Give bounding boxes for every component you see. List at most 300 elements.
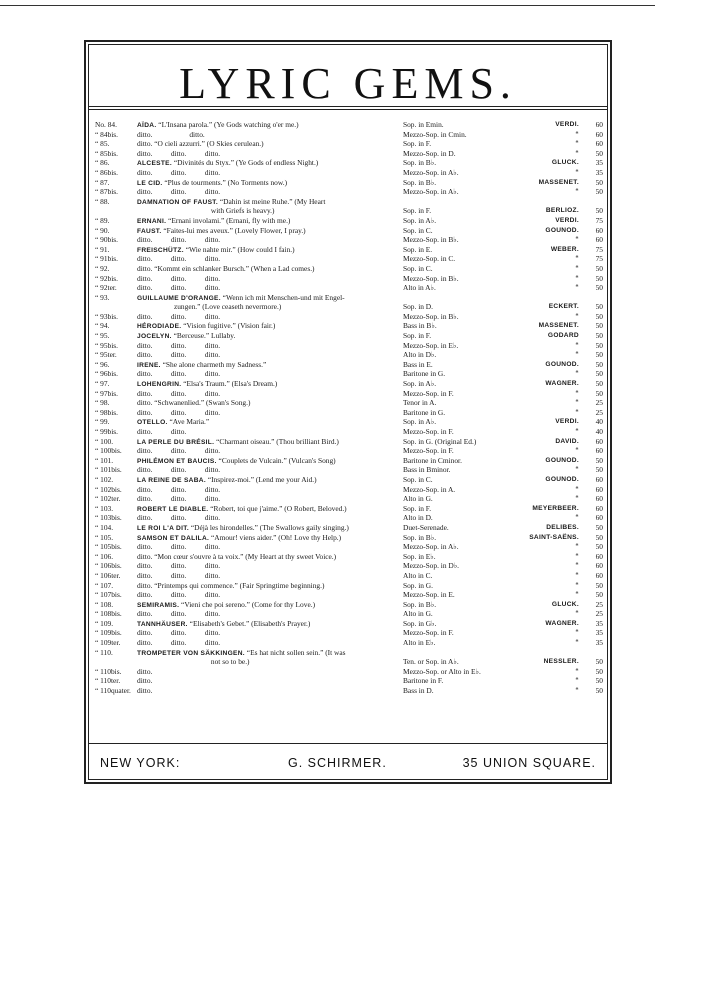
entry-composer: “: [575, 562, 579, 570]
entry-price: 50: [595, 532, 603, 542]
entry-voice: Baritone in G.: [403, 407, 446, 417]
list-item: [95, 446, 603, 456]
list-item: [95, 369, 603, 379]
entry-voice: Sop. in D.: [403, 302, 433, 312]
entry-number: “ 109ter.: [95, 638, 121, 648]
entry-voice: Mezzo-Sop. in F.: [403, 388, 454, 398]
list-item: [95, 417, 603, 427]
aria-title: “Faites-lui mes aveux.” (Lovely Flower, I pray.): [161, 225, 306, 235]
entry-price: 50: [595, 321, 603, 331]
entry-composer: SAINT-SAËNS.: [529, 533, 579, 541]
aria-title: “Divinités du Styx.” (Ye Gods of endless Night.): [172, 158, 319, 168]
aria-title: with Griefs is heavy.): [137, 206, 275, 216]
entry-price: 60: [595, 513, 603, 523]
entry-number: “ 106ter.: [95, 570, 121, 580]
entry-composer: VERDI.: [555, 121, 579, 128]
aria-title: ditto. “Mon cœur s'ouvre à ta voix.” (My Heart at thy sweet Voice.): [137, 551, 337, 561]
opera-title: HÉRODIADE.: [137, 323, 182, 331]
entry-voice: Sop. in B♭.: [403, 599, 437, 609]
entry-voice: Sop. in F.: [403, 206, 432, 216]
entry-number: “ 91.: [95, 244, 110, 254]
list-item: [95, 475, 603, 485]
opera-title: DAMNATION OF FAUST.: [137, 198, 219, 206]
aria-title: “Wie nahte mir.” (How could I fain.): [183, 244, 295, 254]
aria-title: ditto. ditto. ditto.: [137, 235, 221, 245]
entry-composer: MASSENET.: [538, 178, 579, 186]
entry-voice: Sop. in A♭.: [403, 379, 437, 389]
entry-price: 50: [595, 359, 603, 369]
opera-title: JOCELYN.: [137, 333, 172, 341]
entry-price: 60: [595, 225, 603, 235]
aria-title: “Vieni che poi sereno.” (Come for thy Love.): [179, 599, 316, 609]
list-item: [95, 398, 603, 408]
entry-voice: Mezzo-Sop. in A♭.: [403, 187, 459, 197]
entry-number: “ 93bis.: [95, 311, 118, 321]
entry-composer: “: [575, 495, 579, 503]
aria-title: “Dahin ist meine Ruhe.” (My Heart: [218, 196, 326, 206]
entry-price: 50: [595, 273, 603, 283]
list-item: [95, 542, 603, 552]
catalogue-frame: [84, 40, 612, 784]
entry-price: 50: [595, 283, 603, 293]
aria-title: “Couplets de Vulcain.” (Vulcan's Song): [216, 455, 336, 465]
list-item: [95, 226, 603, 236]
entry-composer: “: [575, 130, 579, 138]
footer-rule: [88, 743, 608, 744]
aria-title: “Inspirez-moi.” (Lend me your Aid.): [205, 474, 317, 484]
entry-number: “ 110ter.: [95, 676, 121, 686]
entry-composer: “: [575, 236, 579, 244]
entry-voice: Alto in E♭.: [403, 638, 436, 648]
entry-composer: MASSENET.: [538, 322, 579, 330]
aria-title: ditto. ditto. ditto.: [137, 254, 221, 264]
footer-city: NEW YORK:: [100, 756, 181, 770]
entry-composer: “: [575, 447, 579, 455]
entry-number: “ 93.: [95, 292, 110, 302]
list-item: [95, 427, 603, 437]
entry-composer: WEBER.: [550, 245, 579, 253]
opera-title: FAUST.: [137, 227, 162, 235]
opera-title: SAMSON ET DALILA.: [137, 534, 210, 542]
list-item: [95, 293, 603, 303]
opera-title: TANNHÄUSER.: [137, 620, 188, 628]
list-item: [95, 676, 603, 686]
entry-composer: VERDI.: [555, 216, 579, 224]
entry-price: 35: [595, 638, 603, 648]
aria-title: “Wenn ich mit Menschen-und mit Engel-: [220, 292, 345, 302]
list-item: [95, 130, 603, 140]
entry-composer: “: [575, 610, 579, 618]
entry-number: “ 92ter.: [95, 283, 117, 293]
entry-number: “ 109bis.: [95, 628, 122, 638]
entry-composer: “: [575, 466, 579, 474]
entry-number: “ 109.: [95, 618, 114, 628]
entry-composer: “: [575, 485, 579, 493]
entry-voice: Mezzo-Sop. in A.: [403, 484, 456, 494]
aria-title: ditto. ditto.: [137, 427, 187, 436]
opera-title: ALCESTE.: [137, 160, 173, 168]
list-item: [95, 120, 603, 130]
aria-title: ditto. ditto. ditto.: [137, 561, 221, 571]
entry-composer: VERDI.: [555, 418, 579, 426]
entry-voice: Mezzo-Sop. in A♭.: [403, 542, 459, 552]
entry-price: 50: [595, 455, 603, 465]
entry-voice: Bass in E.: [403, 359, 433, 369]
opera-title: AÏDA.: [137, 122, 157, 129]
opera-title: IRENE.: [137, 361, 161, 369]
entry-composer: “: [575, 168, 579, 176]
entry-price: 50: [595, 388, 603, 398]
list-item: [95, 312, 603, 322]
entry-composer: “: [575, 312, 579, 320]
entry-price: 50: [595, 350, 603, 360]
entry-number: “ 98bis.: [95, 407, 118, 417]
list-item: [95, 657, 603, 667]
aria-title: “Charmant oiseau.” (Thou brilliant Bird.): [214, 436, 339, 446]
list-item: [95, 283, 603, 293]
list-item: [95, 216, 603, 226]
entry-voice: Sop. in A♭.: [403, 215, 437, 225]
entry-number: “ 101bis.: [95, 465, 122, 475]
entry-number: “ 106.: [95, 551, 114, 561]
entry-voice: Sop. in B♭.: [403, 177, 437, 187]
aria-title: ditto. ditto. ditto.: [137, 590, 221, 600]
title-rule-lower: [88, 109, 608, 110]
entry-price: 60: [595, 436, 603, 446]
opera-title: PHILÉMON ET BAUCIS.: [137, 457, 217, 465]
entry-price: 25: [595, 407, 603, 417]
entry-voice: Sop. in G.: [403, 580, 433, 590]
entry-voice: Mezzo-Sop. in D.: [403, 148, 456, 158]
entry-price: 50: [595, 311, 603, 321]
entry-price: 60: [595, 474, 603, 484]
opera-title: LE CID.: [137, 179, 163, 187]
entry-composer: ECKERT.: [548, 303, 579, 311]
list-item: [95, 667, 603, 677]
entry-composer: “: [575, 351, 579, 359]
entry-price: 75: [595, 244, 603, 254]
entry-voice: Mezzo-Sop. in E.: [403, 590, 455, 600]
opera-title: LA REINE DE SABA.: [137, 476, 206, 484]
aria-title: ditto. ditto. ditto.: [137, 513, 221, 523]
entry-voice: Sop. in F.: [403, 139, 432, 149]
list-item: [95, 494, 603, 504]
entry-composer: DELIBES.: [546, 523, 579, 531]
entry-voice: Sop. in Emin.: [403, 120, 444, 129]
entry-voice: Sop. in B♭.: [403, 158, 437, 168]
entry-number: “ 85.: [95, 139, 110, 149]
entry-number: “ 91bis.: [95, 254, 118, 264]
entry-composer: GOUNOD.: [545, 456, 579, 464]
aria-title: ditto. ditto. ditto.: [137, 446, 221, 456]
entry-price: 25: [595, 398, 603, 408]
aria-title: “Es hat nicht sollen sein.” (It was: [244, 647, 346, 657]
opera-title: ERNANI.: [137, 217, 167, 225]
list-item: [95, 264, 603, 274]
entry-voice: Alto in C.: [403, 570, 433, 580]
aria-title: ditto. ditto. ditto.: [137, 609, 221, 619]
aria-title: ditto. ditto. ditto.: [137, 273, 221, 283]
list-item: [95, 456, 603, 466]
list-item: [95, 504, 603, 514]
aria-title: ditto. ditto. ditto.: [137, 283, 221, 293]
list-item: [95, 628, 603, 638]
entry-price: 50: [595, 580, 603, 590]
entry-number: “ 86.: [95, 158, 110, 168]
entry-price: 75: [595, 254, 603, 264]
entry-price: 75: [595, 215, 603, 225]
title-rule-upper: [88, 106, 608, 107]
entry-number: “ 86bis.: [95, 167, 118, 177]
entry-composer: “: [575, 581, 579, 589]
opera-title: LOHENGRIN.: [137, 381, 182, 389]
entry-number: “ 106bis.: [95, 561, 122, 571]
list-item: [95, 187, 603, 197]
entry-price: 35: [595, 158, 603, 168]
list-item: [95, 274, 603, 284]
entry-number: “ 95bis.: [95, 340, 118, 350]
entry-price: 60: [595, 139, 603, 149]
entry-composer: “: [575, 514, 579, 522]
aria-title: “Ernani involami.” (Ernani, fly with me.): [166, 215, 291, 225]
entry-voice: Sop. in C.: [403, 225, 433, 235]
entry-number: “ 108.: [95, 599, 114, 609]
list-item: [95, 321, 603, 331]
entry-composer: “: [575, 389, 579, 397]
entry-composer: “: [575, 140, 579, 148]
list-item: [95, 648, 603, 658]
aria-title: ditto. ditto. ditto.: [137, 494, 221, 504]
aria-title: “Vision fugitive.” (Vision fair.): [181, 321, 276, 331]
list-item: [95, 590, 603, 600]
entry-price: 50: [595, 263, 603, 273]
entry-composer: “: [575, 274, 579, 282]
opera-title: LA PERLE DU BRÉSIL.: [137, 438, 215, 446]
entry-number: “ 104.: [95, 522, 114, 532]
entry-composer: “: [575, 543, 579, 551]
entry-price: 60: [595, 561, 603, 571]
opera-title: OTELLO.: [137, 419, 168, 427]
entry-composer: GOUNOD.: [545, 360, 579, 368]
entry-price: 50: [595, 465, 603, 475]
entry-price: 50: [595, 379, 603, 389]
entry-price: 40: [595, 427, 603, 436]
opera-title: FREISCHÜTZ.: [137, 246, 184, 254]
entry-price: 25: [595, 609, 603, 619]
aria-title: not so to be.): [137, 657, 250, 667]
entry-number: “ 88.: [95, 196, 110, 206]
aria-title: ditto. ditto. ditto.: [137, 628, 221, 638]
top-rule: [0, 5, 655, 6]
aria-title: “Déjà les hirondelles.” (The Swallows gaily singing.): [188, 522, 349, 532]
aria-title: ditto. ditto. ditto.: [137, 484, 221, 494]
entry-composer: “: [575, 677, 579, 685]
entry-number: “ 97bis.: [95, 388, 118, 398]
list-item: [95, 360, 603, 370]
entry-composer: “: [575, 667, 579, 675]
entry-number: “ 102bis.: [95, 484, 122, 494]
list-item: [95, 235, 603, 245]
entry-voice: Tenor in A.: [403, 398, 437, 408]
aria-title: ditto. ditto. ditto.: [137, 340, 221, 350]
entry-composer: GOUNOD.: [545, 226, 579, 234]
entry-number: “ 110quater.: [95, 686, 131, 696]
entry-price: 50: [595, 177, 603, 187]
entry-composer: BERLIOZ.: [545, 207, 579, 215]
entry-voice: Alto in D.: [403, 513, 433, 523]
entry-voice: Sop. in G♭.: [403, 618, 437, 628]
entry-price: 60: [595, 120, 603, 129]
entry-composer: “: [575, 687, 579, 695]
aria-title: ditto. “Printemps qui commence.” (Fair Springtime beginning.): [137, 580, 325, 590]
aria-title: ditto. ditto. ditto.: [137, 187, 221, 197]
entry-number: “ 102ter.: [95, 494, 121, 504]
aria-title: ditto. ditto. ditto.: [137, 542, 221, 552]
entry-voice: Mezzo-Sop. in F.: [403, 628, 454, 638]
aria-title: “Berceuse.” Lullaby.: [171, 331, 236, 341]
entry-price: 50: [595, 522, 603, 532]
aria-title: ditto. ditto. ditto.: [137, 369, 221, 379]
entry-voice: Baritone in G.: [403, 369, 446, 379]
entry-voice: Bass in B♭.: [403, 321, 437, 331]
entry-composer: “: [575, 149, 579, 157]
entry-composer: “: [575, 552, 579, 560]
entry-number: “ 94.: [95, 321, 110, 331]
entry-price: 40: [595, 417, 603, 427]
entry-number: “ 108bis.: [95, 609, 122, 619]
entry-composer: NESSLER.: [543, 658, 579, 666]
aria-title: ditto.: [137, 676, 153, 686]
list-item: [95, 139, 603, 149]
entry-price: 60: [595, 129, 603, 139]
entry-number: “ 84bis.: [95, 129, 118, 139]
entry-composer: DAVID.: [555, 437, 579, 445]
entry-number: “ 87bis.: [95, 187, 118, 197]
entry-number: “ 105.: [95, 532, 114, 542]
aria-title: “L'Insana parola.” (Ye Gods watching o'er me.): [156, 120, 299, 129]
entry-voice: Ten. or Sop. in A♭.: [403, 657, 459, 667]
entry-voice: Mezzo-Sop. in F.: [403, 446, 454, 456]
list-item: [95, 523, 603, 533]
list-item: [95, 302, 603, 312]
catalogue-list: [95, 120, 603, 696]
entry-voice: Mezzo-Sop. in E♭.: [403, 340, 459, 350]
list-item: [95, 197, 603, 207]
entry-voice: Alto in A♭.: [403, 283, 436, 293]
entry-price: 50: [595, 206, 603, 216]
entry-composer: GODARD: [547, 332, 579, 340]
aria-title: ditto. ditto. ditto.: [137, 148, 221, 158]
list-item: [95, 513, 603, 523]
aria-title: ditto. ditto. ditto.: [137, 350, 221, 360]
list-item: [95, 408, 603, 418]
entry-number: “ 103bis.: [95, 513, 122, 523]
aria-title: ditto.: [137, 666, 153, 676]
aria-title: “Elisabeth's Gebet.” (Elisabeth's Prayer.): [187, 618, 311, 628]
opera-title: LE ROI L'A DIT.: [137, 524, 189, 532]
aria-title: “Plus de tourments.” (No Torments now.): [162, 177, 288, 187]
entry-number: “ 95ter.: [95, 350, 117, 360]
entry-voice: Sop. in B♭.: [403, 532, 437, 542]
entry-voice: Sop. in E.: [403, 244, 433, 254]
aria-title: “She alone charmeth my Sadness.”: [160, 359, 267, 369]
list-item: [95, 609, 603, 619]
entry-number: “ 101.: [95, 455, 114, 465]
entry-composer: WAGNER.: [545, 619, 579, 627]
list-item: [95, 178, 603, 188]
aria-title: ditto. “Kommt ein schlanker Bursch.” (When a Lad comes.): [137, 263, 315, 273]
list-item: [95, 686, 603, 696]
entry-voice: Duet-Serenade.: [403, 522, 449, 532]
entry-number: “ 110bis.: [95, 666, 122, 676]
entry-price: 60: [595, 503, 603, 513]
entry-price: 60: [595, 446, 603, 456]
entry-price: 60: [595, 570, 603, 580]
entry-price: 60: [595, 235, 603, 245]
list-item: [95, 561, 603, 571]
entry-voice: Sop. in A♭.: [403, 417, 437, 427]
entry-composer: “: [575, 188, 579, 196]
entry-voice: Alto in D♭.: [403, 350, 437, 360]
entry-price: 50: [595, 331, 603, 341]
entry-voice: Mezzo-Sop. or Alto in E♭.: [403, 666, 481, 676]
list-item: [95, 206, 603, 216]
list-item: [95, 245, 603, 255]
entry-voice: Mezzo-Sop. in C.: [403, 254, 456, 264]
list-item: [95, 379, 603, 389]
entry-number: “ 103.: [95, 503, 114, 513]
entry-composer: “: [575, 255, 579, 263]
entry-number: “ 96bis.: [95, 369, 118, 379]
aria-title: zungen.” (Love ceaseth nevermore.): [137, 302, 282, 312]
entry-voice: Sop. in C.: [403, 263, 433, 273]
entry-number: “ 107bis.: [95, 590, 122, 600]
entry-voice: Sop. in G. (Original Ed.): [403, 436, 477, 446]
entry-price: 35: [595, 628, 603, 638]
list-item: [95, 552, 603, 562]
list-item: [95, 168, 603, 178]
entry-price: 60: [595, 484, 603, 494]
entry-number: “ 99.: [95, 417, 110, 427]
footer-address: 35 UNION SQUARE.: [462, 756, 596, 770]
entry-price: 50: [595, 686, 603, 696]
entry-price: 35: [595, 618, 603, 628]
entry-price: 25: [595, 599, 603, 609]
entry-number: “ 110.: [95, 647, 113, 657]
list-item: [95, 465, 603, 475]
entry-number: “ 90bis.: [95, 235, 118, 245]
aria-title: “Ave Maria.”: [167, 417, 210, 427]
aria-title: ditto. ditto. ditto.: [137, 388, 221, 398]
entry-voice: Mezzo-Sop. in Cmin.: [403, 129, 467, 139]
entry-price: 50: [595, 369, 603, 379]
entry-voice: Sop. in F.: [403, 503, 432, 513]
entry-composer: “: [575, 284, 579, 292]
list-item: [95, 149, 603, 159]
aria-title: ditto. “Schwanenlied.” (Swan's Song.): [137, 398, 251, 408]
entry-composer: “: [575, 408, 579, 416]
list-item: [95, 331, 603, 341]
list-item: [95, 533, 603, 543]
list-item: [95, 600, 603, 610]
list-item: [95, 619, 603, 629]
entry-voice: Mezzo-Sop. in B♭.: [403, 273, 459, 283]
entry-composer: “: [575, 591, 579, 599]
entry-number: “ 107.: [95, 580, 114, 590]
entry-voice: Mezzo-Sop. in B♭.: [403, 311, 459, 321]
list-item: [95, 350, 603, 360]
entry-number: “ 85bis.: [95, 148, 118, 158]
